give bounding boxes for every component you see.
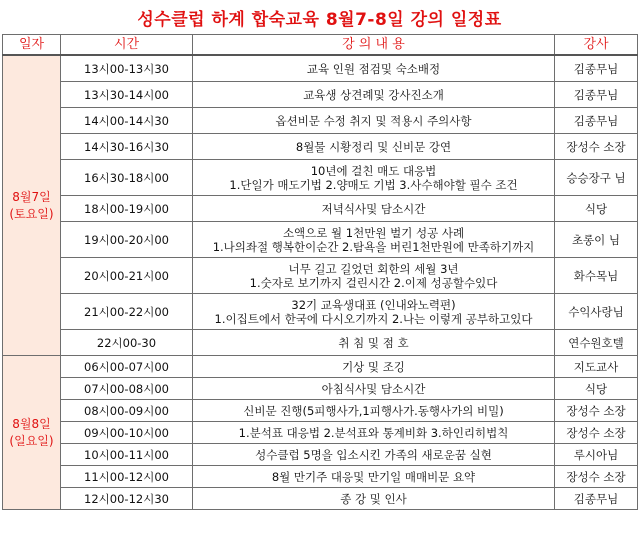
table-row [3,196,638,222]
instructor-cell: 장성수 소장 [555,134,638,160]
time-cell: 13시30-14시00 [61,82,193,108]
content-cell [193,422,555,444]
time-cell: 21시00-22시00 [61,294,193,330]
table-row [3,222,638,258]
time-cell: 07시00-08시00 [61,378,193,400]
content-cell [193,222,555,258]
content-line: 교육생 상견례및 강사진소개 [303,87,444,102]
content-line: 성수클럽 5명을 입소시킨 가족의 새로운꿈 실현 [255,447,492,462]
content-cell [193,378,555,400]
time-cell: 14시30-16시30 [61,134,193,160]
header-date: 일자 [3,35,61,56]
content-line: 1.단일가 매도기법 2.양매도 기법 3.사수해야할 필수 조건 [229,177,518,192]
content-line: 1.이집트에서 한국에 다시오기까지 2.나는 이렇게 공부하고있다 [214,311,533,326]
instructor-cell: 지도교사 [555,356,638,378]
table-row [3,488,638,510]
header-instructor: 강사 [555,35,638,56]
table-row [3,330,638,356]
table-row [3,258,638,294]
time-cell: 18시00-19시00 [61,196,193,222]
instructor-cell: 김종무님 [555,55,638,82]
time-cell: 13시00-13시30 [61,55,193,82]
content-line: 32기 교육생대표 (인내와노력편) [291,297,456,312]
instructor-cell: 김종무님 [555,82,638,108]
content-cell [193,82,555,108]
content-line: 저녁식사및 담소시간 [321,201,426,216]
schedule-table [2,34,638,510]
time-cell: 22시00-30 [61,330,193,356]
content-cell [193,108,555,134]
content-line: 종 강 및 인사 [340,491,407,506]
content-cell [193,196,555,222]
table-row [3,356,638,378]
content-line: 기상 및 조깅 [342,359,405,374]
content-line: 신비문 진행(5피행사가,1피행사가.동행사가의 비밀) [243,403,504,418]
instructor-cell: 장성수 소장 [555,422,638,444]
content-line: 1.나의좌절 행복한이순간 2.탐욕을 버린1천만원에 만족하기까지 [212,239,535,254]
time-cell: 19시00-20시00 [61,222,193,258]
instructor-cell: 승승장구 님 [555,160,638,196]
content-line: 교육 인원 점검및 숙소배정 [306,61,441,76]
table-row [3,108,638,134]
instructor-cell: 장성수 소장 [555,400,638,422]
table-row [3,294,638,330]
table-row [3,55,638,82]
table-row [3,422,638,444]
content-cell [193,294,555,330]
content-cell [193,134,555,160]
content-line: 소액으로 월 1천만원 벌기 성공 사례 [282,225,465,240]
time-cell: 09시00-10시00 [61,422,193,444]
table-row [3,160,638,196]
day1-weekday: (토요일) [9,206,54,221]
header-row [3,35,638,56]
content-cell [193,160,555,196]
table-row [3,466,638,488]
page-title: 성수클럽 하계 합숙교육 8월7-8일 강의 일정표 [137,9,502,30]
content-cell [193,356,555,378]
table-row [3,378,638,400]
header-time: 시간 [61,35,193,56]
table-row [3,82,638,108]
content-line: 취 침 및 점 호 [338,335,409,350]
content-line: 옵션비문 수정 취지 및 적용시 주의사항 [275,113,472,128]
day2-date: 8월8일 [12,416,51,431]
content-line: 8월물 시황정리 및 신비문 강연 [295,139,452,154]
day1-date: 8월7일 [12,189,51,204]
time-cell: 12시00-12시30 [61,488,193,510]
time-cell: 16시30-18시00 [61,160,193,196]
time-cell: 11시00-12시00 [61,466,193,488]
time-cell: 20시00-21시00 [61,258,193,294]
instructor-cell: 식당 [555,378,638,400]
content-cell [193,444,555,466]
time-cell: 14시00-14시30 [61,108,193,134]
day2-date-cell [3,356,61,510]
instructor-cell: 화수목님 [555,258,638,294]
content-line: 1.분석표 대응법 2.분석표와 통계비화 3.하인리히법칙 [238,425,509,440]
content-line: 8월 만기주 대응및 만기일 매매비문 요약 [271,469,476,484]
day1-date-cell [3,55,61,356]
instructor-cell: 김종무님 [555,108,638,134]
instructor-cell: 장성수 소장 [555,466,638,488]
instructor-cell: 연수원호텔 [555,330,638,356]
instructor-cell: 수익사랑님 [555,294,638,330]
instructor-cell: 초롱이 님 [555,222,638,258]
time-cell: 06시00-07시00 [61,356,193,378]
day2-weekday: (일요일) [9,433,54,448]
time-cell: 08시00-09시00 [61,400,193,422]
content-line: 10년에 걸친 매도 대응법 [310,163,437,178]
content-cell [193,258,555,294]
content-line: 1.숫자로 보기까지 걸린시간 2.이제 성공할수있다 [249,275,498,290]
content-line: 아침식사및 담소시간 [321,381,426,396]
content-cell [193,488,555,510]
table-row [3,400,638,422]
content-line: 너무 길고 길었던 회한의 세월 3년 [288,261,459,276]
content-cell [193,330,555,356]
header-content: 강 의 내 용 [193,35,555,56]
instructor-cell: 김종무님 [555,488,638,510]
content-cell [193,55,555,82]
time-cell: 10시00-11시00 [61,444,193,466]
content-cell [193,400,555,422]
table-row [3,444,638,466]
table-row [3,134,638,160]
instructor-cell: 식당 [555,196,638,222]
content-cell [193,466,555,488]
instructor-cell: 루시아님 [555,444,638,466]
